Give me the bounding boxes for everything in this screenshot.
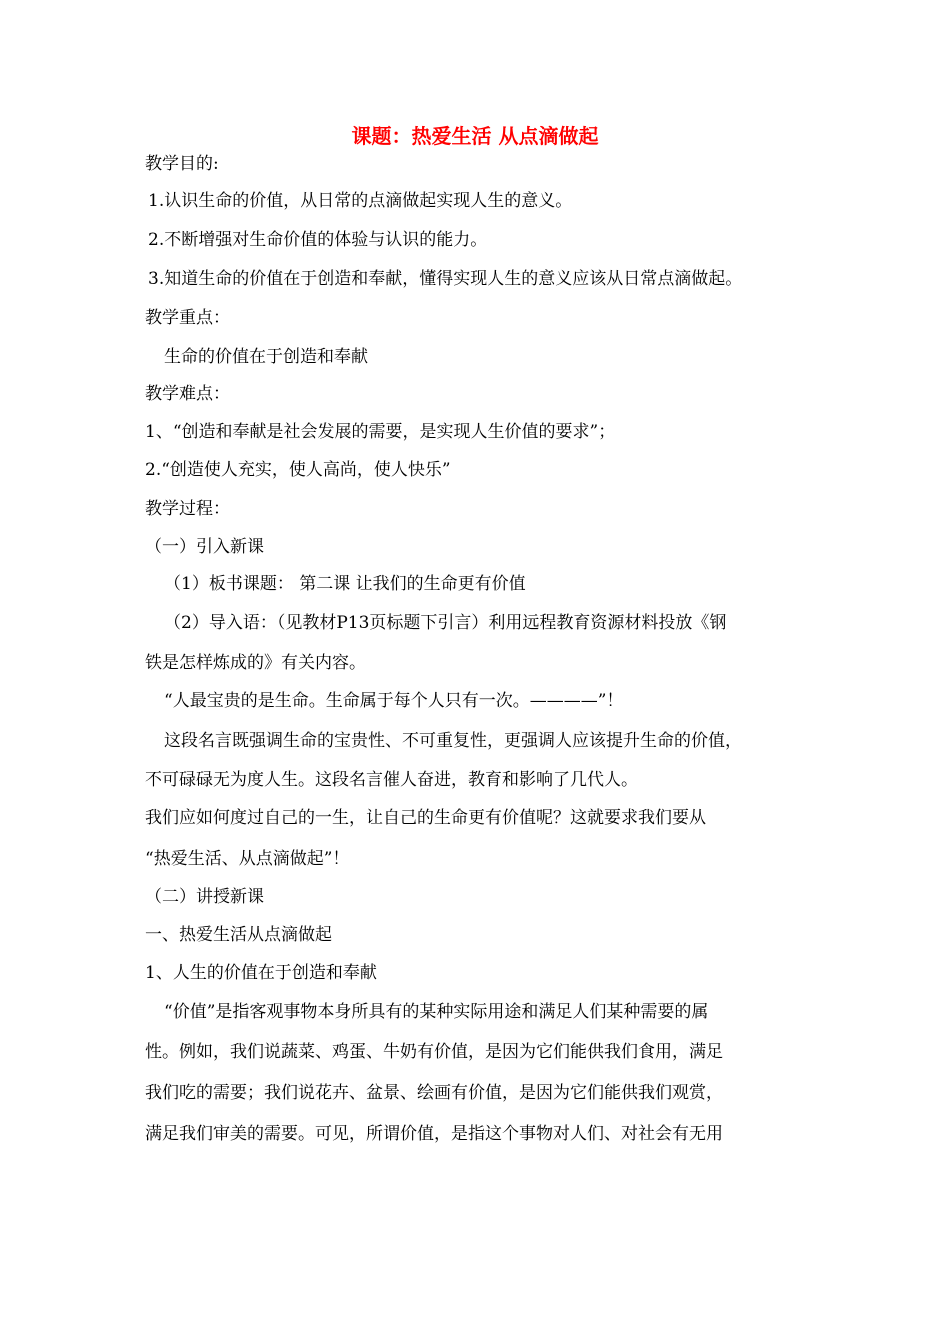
page-title: 课题：热爱生活 从点滴做起 xyxy=(351,124,599,148)
text-line-subheading-1: 1、人生的价值在于创造和奉献 xyxy=(145,963,377,983)
text-line-value-def-2: 性。例如，我们说蔬菜、鸡蛋、牛奶有价值，是因为它们能供我们食用，满足 xyxy=(145,1042,723,1062)
text-line-quote-explain-2: 不可碌碌无为度人生。这段名言催人奋进，教育和影响了几代人。 xyxy=(145,770,638,790)
text-line-board-title: （1）板书课题： 第二课 让我们的生命更有价值 xyxy=(164,574,526,594)
text-line-objective-2: 2.不断增强对生命价值的体验与认识的能力。 xyxy=(148,230,488,250)
text-line-key-points-heading: 教学重点： xyxy=(145,308,230,328)
text-line-value-def-1: “价值”是指客观事物本身所具有的某种实际用途和满足人们某种需要的属 xyxy=(164,1002,709,1022)
text-line-question-2: “热爱生活、从点滴做起”！ xyxy=(145,849,350,869)
text-line-difficulty-1: 1、“创造和奉献是社会发展的需要，是实现人生价值的要求”； xyxy=(145,422,616,442)
text-line-heading-one: 一、热爱生活从点滴做起 xyxy=(145,925,332,945)
text-line-lead-in: （2）导入语：（见教材P13页标题下引言）利用远程教育资源材料投放《钢 xyxy=(164,613,727,633)
text-line-value-def-3: 我们吃的需要；我们说花卉、盆景、绘画有价值，是因为它们能供我们观赏， xyxy=(145,1083,723,1103)
text-line-section-intro: （一）引入新课 xyxy=(145,537,264,557)
text-line-objective-3: 3.知道生命的价值在于创造和奉献，懂得实现人生的意义应该从日常点滴做起。 xyxy=(148,269,743,289)
text-line-process-heading: 教学过程： xyxy=(145,499,230,519)
text-line-lead-in-cont: 铁是怎样炼成的》有关内容。 xyxy=(145,653,366,673)
text-line-section-new: （二）讲授新课 xyxy=(145,887,264,907)
text-line-value-def-4: 满足我们审美的需要。可见，所谓价值，是指这个事物对人们、对社会有无用 xyxy=(145,1124,723,1144)
text-line-quote-explain-1: 这段名言既强调生命的宝贵性、不可重复性，更强调人应该提升生命的价值， xyxy=(164,731,742,751)
text-line-key-point: 生命的价值在于创造和奉献 xyxy=(164,347,368,367)
text-line-difficulty-2: 2.“创造使人充实，使人高尚，使人快乐” xyxy=(145,460,451,480)
text-line-difficulties-heading: 教学难点： xyxy=(145,384,230,404)
text-line-objective-1: 1.认识生命的价值，从日常的点滴做起实现人生的意义。 xyxy=(148,191,573,211)
text-line-question-1: 我们应如何度过自己的一生，让自己的生命更有价值呢？这就要求我们要从 xyxy=(145,808,706,828)
text-line-quote: “人最宝贵的是生命。生命属于每个人只有一次。————”！ xyxy=(164,691,624,711)
text-line-objectives-heading: 教学目的: xyxy=(145,154,219,174)
